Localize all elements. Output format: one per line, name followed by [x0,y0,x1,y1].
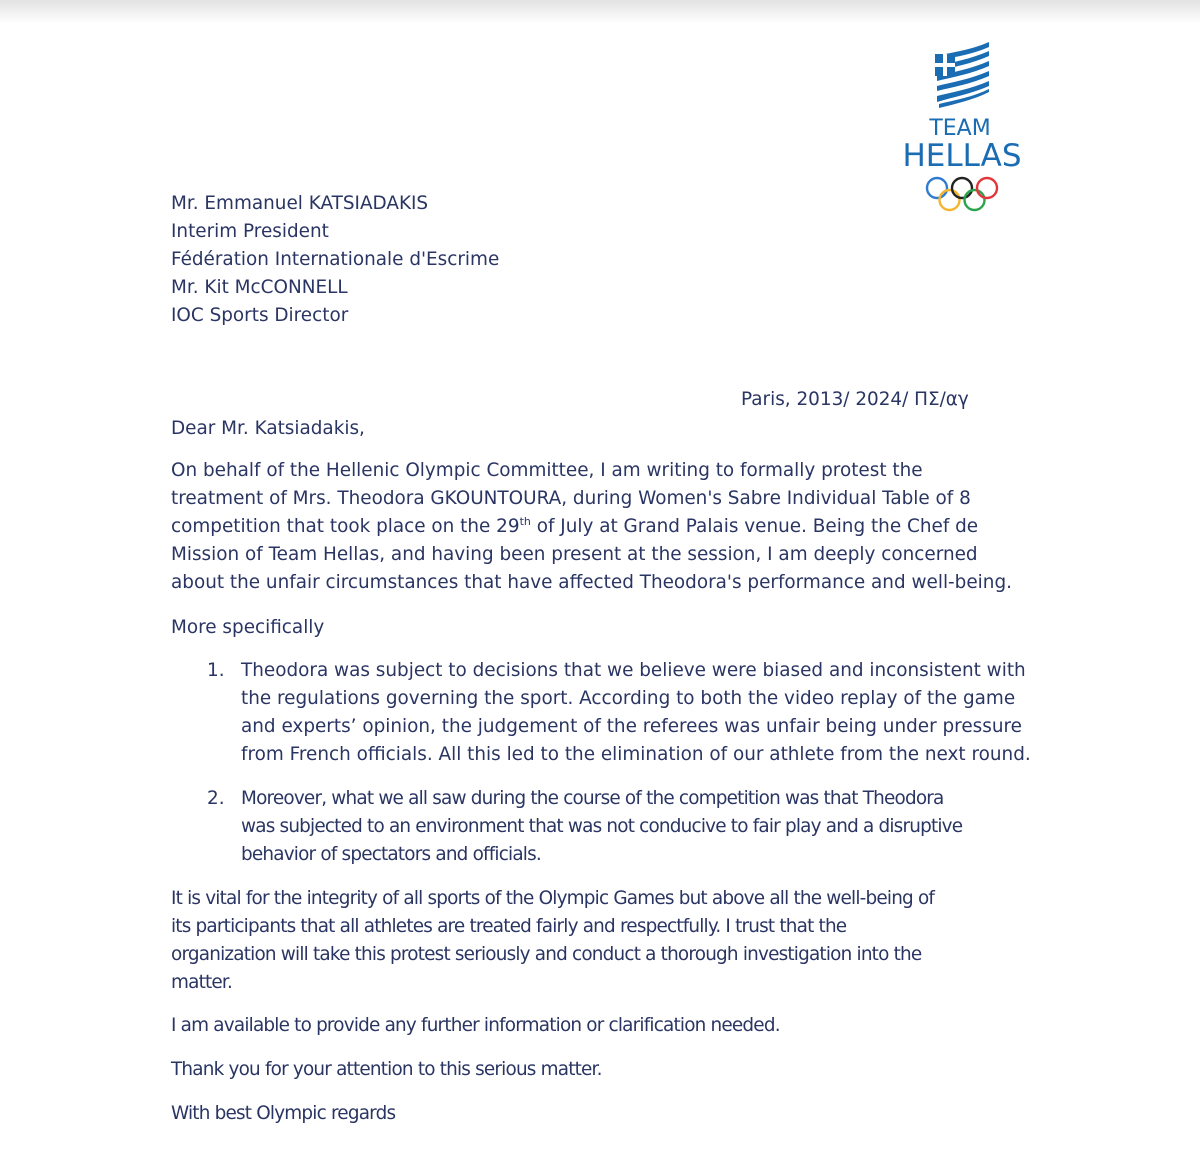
list-number: 2. [207,788,225,809]
superscript: th [519,515,531,528]
paragraph-line: treatment of Mrs. Theodora GKOUNTOURA, during Women's Sabre Individual Table of 8 [171,488,971,509]
closing-regards: With best Olympic regards [171,1103,396,1124]
more-specifically: More specifically [171,617,325,638]
paragraph-availability: I am available to provide any further information or clarification needed. [171,1015,780,1036]
paragraph-line: its participants that all athletes are treated fairly and respectfully. I trust that the [171,916,847,937]
ring-red [977,178,997,198]
list-line: Moreover, what we all saw during the course of the competition was that Theodora [241,788,944,809]
ring-black [952,178,972,198]
paragraph-line: matter. [171,972,233,993]
recipient-address [171,190,499,330]
paragraph-thanks: Thank you for your attention to this serious matter. [171,1059,602,1080]
list-body [241,785,962,869]
paragraph-line: It is vital for the integrity of all sports of the Olympic Games but above all the well-being of [171,888,935,909]
salutation: Dear Mr. Katsiadakis, [171,418,365,439]
list-line: the regulations governing the sport. According to both the video replay of the game [241,688,1016,709]
date-reference: Paris, 2013/ 2024/ ΠΣ/αγ [741,389,969,410]
recipient-line: IOC Sports Director [171,305,349,326]
paragraph-intro [171,457,1012,597]
ring-yellow [940,190,960,210]
list-line: was subjected to an environment that was not conducive to fair play and a disruptive [241,816,963,837]
logo-hellas-text: HELLAS [902,138,1022,174]
ring-green [965,190,985,210]
paragraph-line: Mission of Team Hellas, and having been present at the session, I am deeply concerned [171,544,978,565]
list-line: behavior of spectators and officials. [241,844,541,865]
olympic-rings-icon [925,176,999,214]
paragraph-line: organization will take this protest seriously and conduct a thorough investigation into the [171,944,922,965]
list-line: and experts’ opinion, the judgement of the referees was unfair being under pressure [241,716,1022,737]
list-line: Theodora was subject to decisions that we believe were biased and inconsistent with [241,660,1026,681]
list-number: 1. [207,660,225,681]
team-hellas-logo [895,42,1030,217]
paragraph-line [171,513,1012,541]
list-body [241,657,1031,769]
paragraph-integrity [171,885,934,997]
recipient-line: Mr. Kit McCONNELL [171,277,348,298]
list-line: from French officials. All this led to the elimination of our athlete from the next round. [241,744,1031,765]
ring-blue [927,178,947,198]
text-segment: of July at Grand Palais venue. Being the Chef de [530,516,979,537]
greek-flag-icon [933,42,993,108]
text-segment: competition that took place on the 29 [171,516,520,537]
top-shadow [0,0,1200,22]
paragraph-line: On behalf of the Hellenic Olympic Committee, I am writing to formally protest the [171,460,923,481]
recipient-line: Interim President [171,221,329,242]
paragraph-line: about the unfair circumstances that have affected Theodora's performance and well-being. [171,572,1012,593]
recipient-line: Fédération Internationale d'Escrime [171,249,500,270]
recipient-line: Mr. Emmanuel KATSIADAKIS [171,193,429,214]
logo-team-text: TEAM [929,116,991,141]
